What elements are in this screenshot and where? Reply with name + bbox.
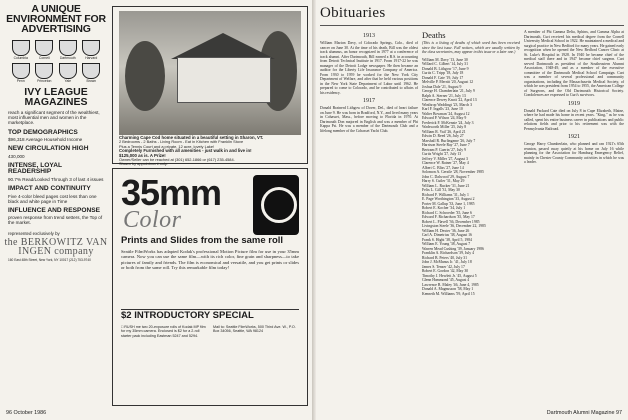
shield-icon — [12, 40, 30, 56]
death-entry: William H. Dexter '36, June 26 — [422, 228, 470, 233]
shield-icon — [59, 63, 77, 79]
death-entry: Donald B. Lithgow '17, June 9 — [422, 66, 469, 71]
death-entry: Winthrop Waddingt '23, March 3 — [422, 102, 473, 107]
death-entry: Felix L. Gill '31, May 30 — [422, 188, 460, 192]
reach-text: reach a significant segment of the wealthiest, most influential men and women in the marketplace. — [8, 110, 100, 126]
ivy-league-title: IVY LEAGUE MAGAZINES — [24, 86, 88, 108]
death-entry: William E. Young '38, August 7 — [422, 242, 471, 246]
obituary-text: A member of Phi Gamma Delta, Sphinx, and Gamma Alpha at Dartmouth, Curt received his medical degree from the Cornell University Medical School in 1922. He maintained a medical and surgical practice in New Bedford for many years. He gained early recognition when he opened the New Bedford Cancer Clinic at St. Luke's Hospital in 1928. In 1940 he became chief of the medical staff there and in 1947 became chief surgeon. Curt served Dartmouth as president of the Southeastern Alumni Association, 1948-49, and as a member of the executive committee of the Dartmouth Medical School Campaign. Curt was a member of several professional and community organizations, including the Massachusetts Medical Society, of which he was president from 1954 to 1955, the American College of Surgeons, and the Old Dartmouth Historical Society. Condolences are expressed to Curt's survivors. — [524, 30, 624, 97]
death-entry: John J. McManus Jr. '41, July 18 — [422, 260, 472, 264]
real-estate-ad — [112, 6, 308, 167]
tree-shape — [125, 41, 165, 111]
death-entry: George H. Chamberlain '21, July 9 — [422, 89, 475, 93]
death-entry: Glenn Hammond '45, August 4 — [422, 278, 470, 282]
death-entry: Frank S. Hight '38, April 5, 1984 — [422, 237, 472, 242]
shield-icon — [59, 40, 77, 56]
death-entry: Bertram P. Guerin '27, July 9 — [422, 147, 467, 152]
death-entry: Warren Mead Cushing '39, January 1986 — [422, 246, 484, 251]
death-entry: Richard C. Schroeder '35, June 6 — [422, 210, 472, 215]
right-page — [316, 0, 628, 420]
death-entry: Harrison Steele Ray '27, June 7 — [422, 143, 470, 147]
shield-princeton: Princeton — [34, 63, 56, 83]
film-ad-big: 35mm — [121, 172, 222, 213]
death-entry: Solomon A. Gerstle '28, November 1985 — [422, 170, 484, 174]
death-entry: Jeffrey V. Miller '27, August 3 — [422, 156, 468, 161]
deaths-list — [422, 58, 520, 297]
death-entry: William R. Vail '26, April 21 — [422, 129, 466, 134]
death-entry: Robert E. Gordon '42, May 30 — [422, 269, 469, 273]
death-entry: Marshall R. Burlingame '26, July 7 — [422, 138, 476, 143]
shield-icon — [12, 63, 30, 79]
class-year: 1913 — [363, 33, 375, 39]
ad-item: TOP DEMOGRAPHICS $96,318 Average Household Income — [8, 128, 83, 143]
death-entry: Timothy J. Hewlett Jr. '45, August 5 — [422, 273, 477, 278]
death-entry: Franklin A. Richardson '39, July 4 — [422, 251, 475, 255]
death-entry: Clarence Dewey Knott '22, April 13 — [422, 98, 477, 102]
obituary-text: Donald Brainerd Lithgow of Dover, Del., died of heart failure on June 9. He was born in Bradford, N.Y., and lived many years in Cohasset, Mass., before moving to Florida in 1970. At Dartmouth Don majored in English and was a member of Phi Kappa Psi. He was a member of the Dartmouth Club and a lifelong member of the Cohasset Yacht Club. — [320, 106, 418, 133]
ad-headline: A UNIQUE ENVIRONMENT FOR ADVERTISING — [6, 3, 106, 35]
shield-penn: Penn — [10, 63, 32, 83]
death-entry: James S. Tenzer '42, July 17 — [422, 264, 465, 269]
film-canister-icon — [253, 175, 299, 235]
death-entry: William L. Rucker '31, June 21 — [422, 183, 470, 188]
death-entry: Curtis Wright '27, July 13 — [422, 152, 462, 156]
film-ad-body: Seattle FilmWorks has adapted Kodak's professional Motion Picture film for use in your 35mm camera. Now you can use the same film—with its rich color, fine grain and sharpness—to take pictures of family and friends. The film is economical and versatile, and you get prints or slides or both from the same roll. Try this remarkable film today! — [121, 249, 299, 271]
death-entry: Wadsworth Miller '25, July 8 — [422, 125, 467, 129]
left-folio: 96 October 1986 — [6, 410, 47, 416]
death-entry: Edwin D. Reed '26, July 27 — [422, 134, 464, 138]
shield-yale: Yale — [57, 63, 79, 83]
right-folio: Dartmouth Alumni Magazine 97 — [546, 410, 622, 416]
left-page — [0, 0, 312, 420]
house-roof — [171, 33, 275, 59]
death-entry: William M. Davy '13, June 30 — [422, 57, 468, 62]
obituary-text: Donald Packard Cate died on July 8 in Cape Elizabeth, Maine, where he had made his home in recent years. "King," as he was called, spent his entire business career in publications and public relations fields and prior to his retirement was with the Pennsylvania Railroad. — [524, 108, 624, 131]
death-entry: Albert C. Bliss '27, June 14 — [422, 165, 464, 170]
death-entry: John C. Dalwood '29, August 7 — [422, 174, 470, 179]
house-photo — [119, 11, 301, 135]
death-entry: Joshua Dale '21, August 9 — [422, 84, 462, 89]
death-entry: Edward F. Richardson '35, May 17 — [422, 215, 475, 219]
shield-icon — [35, 63, 53, 79]
death-entry: Kenneth M. Williams '59, April 15 — [422, 291, 475, 296]
ad-item: INTENSE, LOYAL READERSHIP 90.7% Read/Looked Through 3 of last 4 issues — [8, 161, 104, 182]
title-rule — [320, 25, 624, 26]
represented-by: represented exclusively by — [8, 231, 60, 237]
death-entry: Walter Bowman '24, August 12 — [422, 111, 470, 116]
ad-item: INFLUENCE AND RESPONSE proven response from trend setters, the Top of the market. — [8, 206, 103, 226]
obituary-column-1 — [320, 30, 418, 133]
shield-columbia: Columbia — [10, 40, 32, 60]
shield-harvard: Harvard — [81, 40, 103, 60]
obituary-column-3 — [524, 30, 624, 165]
class-year: 1921 — [568, 134, 580, 140]
shield-icon — [82, 63, 100, 79]
deaths-note: (This is a listing of deaths of which word has been received since the last issue. Full notices, which are usually written by the class secretaries, may appear in this issue or a later one.) — [422, 41, 520, 54]
introductory-special: $2 INTRODUCTORY SPECIAL — [121, 309, 299, 322]
deaths-column — [422, 30, 520, 296]
death-entry: Lawrence B. Maley '46, June 4, 1985 — [422, 282, 479, 287]
agency-address: 160 East 48th Street, New York, NY 10017 (212) 753-9740 — [8, 258, 91, 263]
death-entry: Livingston Steele '36, December 22, 1985 — [422, 224, 486, 228]
shield-brown: Brown — [81, 63, 103, 83]
death-entry: Willard C. Gilbert '14, July 31 — [422, 62, 468, 66]
shield-cornell: Cornell — [34, 40, 56, 60]
class-year: 1919 — [568, 100, 580, 107]
death-entry: Ralph A. Sterner '21, July 13 — [422, 93, 466, 98]
death-entry: Robert E. Kocher '34, July 1 — [422, 206, 466, 210]
ivy-league-ad — [4, 4, 108, 404]
ad-item: NEW CIRCULATION HIGH 430,000 — [8, 145, 89, 159]
death-entry: Donald F. Cate '19, July 17 — [422, 75, 464, 80]
coupon-order-text: □ RUSH me two 20-exposure rolls of Kodak MP film for my 35mm camera. Enclosed is $2 for a 2-roll starter pack including Eastman 5247 and 5294. — [121, 325, 206, 338]
shield-dartmouth: Dartmouth — [57, 40, 79, 60]
death-entry: Richard F. Williams '31, July 1 — [422, 192, 469, 197]
death-entry: Edward P. Wilson '24, May 9 — [422, 116, 467, 120]
film-ad-headline: Prints and Slides from the same roll — [121, 235, 284, 246]
film-ad-color-word: Color — [123, 207, 182, 233]
death-entry: Porter M. Gallup '33, June 1, 1985 — [422, 201, 475, 206]
coupon-mail-to: Mail to: Seattle FilmWorks, 500 Third Ave. W., P.O. Box 34056, Seattle, WA 98124 — [213, 325, 296, 334]
death-entry: Karl F. Ingalls '23, June 10 — [422, 107, 463, 111]
house-shape — [177, 57, 271, 103]
death-entry: Robert L. Flavell '36, December 1985 — [422, 219, 480, 224]
death-entry: Melville P. Merritt '20, August 12 — [422, 80, 473, 84]
obituary-text: William Marion Davy, of Colorado Springs, Colo., died of cancer on June 30. At the time of his death, Bill was the oldest track alumnus, an honor recognized in 1977 at a conference of track alumni. After Dartmouth, Bill earned a B.S. in accounting from Detroit Technical Institute in 1917. From 1917-22 he was manager of the Detroit Lodge newspaper. He then became an auditor for the Liberty Life Insurance Company of America. From 1930 to 1959 he worked for the New York City Department of Welfare, and after that he held various positions in the New York State Department of Labor until 1962. He prepared to come to Colorado, and he contributed to affairs of his residency. — [320, 41, 418, 95]
ad-item: IMPACT AND CONTINUITY Five 4-color bleed pages cost less than one black and white page in Time — [8, 184, 97, 204]
class-year: 1917 — [363, 98, 375, 104]
death-entry: Donald A. Magnusson '58, May 1 — [422, 287, 474, 291]
death-entry: Harry S. Cutler '31, May 29 — [422, 179, 465, 183]
obituary-text: George Harry Chamberlain, who planned and ran 1921's 65th reunion, passed away quietly at his home on July 16 while planning for the Association for Hamburg Emergency Relief, mainly in Chester County Community activities in which he was a leader. — [524, 142, 624, 164]
death-entry: E. Page Worthington '33, August 2 — [422, 197, 475, 201]
deaths-heading: Deaths — [422, 30, 446, 40]
death-entry: Richard B. Peters '40, July 31 — [422, 255, 468, 260]
shield-icon — [82, 40, 100, 56]
real-estate-caption: Charming Cape Cod home situated in a beautiful setting in Sharon, VT. 2 Bedrooms - 2 Baths - Living Room - Eat in Kitchen with Franklin Stove Plus a Tennis Court and a private, 12 acre, lovely Lake! Completely Furnished with all amenities - just walk in and live in! $125,000 as is. A Prize! Owner/Seller can be reached at (301) 652-1866 or (617) 235-4584. Shown by appointment only. — [119, 135, 264, 167]
shield-icon — [35, 40, 53, 56]
death-entry: Curtis C. Tripp '18, July 18 — [422, 71, 464, 75]
death-entry: Carl A. Dimetrius '38, August 16 — [422, 233, 472, 237]
agency-logo: the BERKOWITZ VAN INGEN company — [4, 237, 108, 258]
death-entry: Frederick F. McKenzie '24, July 3 — [422, 120, 474, 125]
school-shields — [10, 40, 102, 83]
death-entry: Clarence W. Ratner '27, May 4 — [422, 161, 469, 165]
film-ad — [112, 168, 308, 406]
page-title: Obituaries — [320, 5, 386, 21]
